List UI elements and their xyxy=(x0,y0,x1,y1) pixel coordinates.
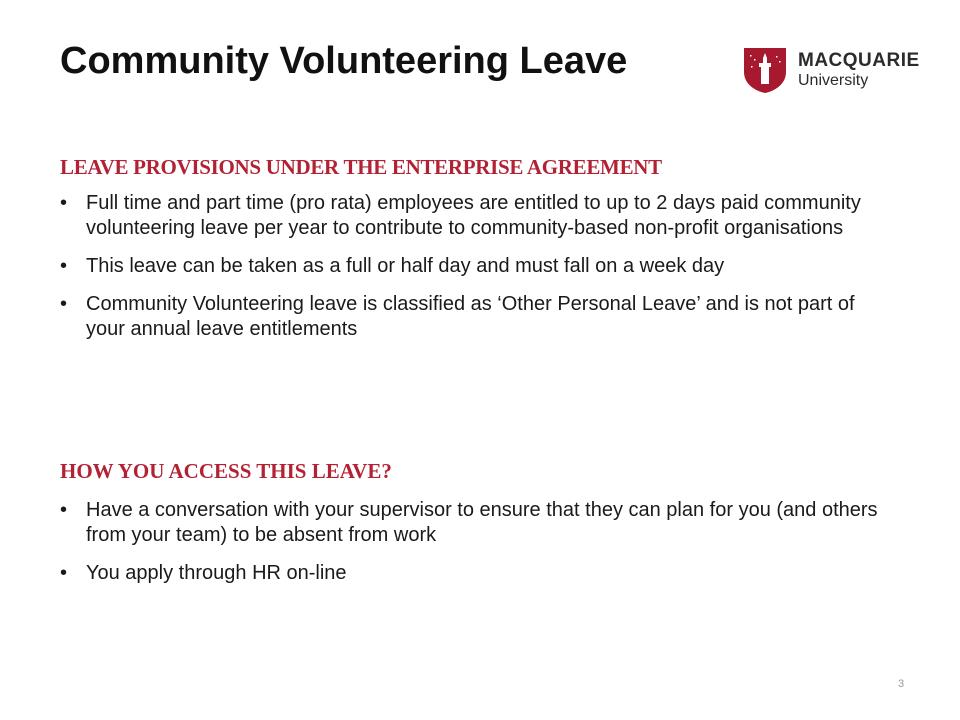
list-item-text: This leave can be taken as a full or half day and must fall on a week day xyxy=(86,255,725,277)
list-item xyxy=(60,254,880,279)
bullet-icon: • xyxy=(60,293,68,315)
slide-title: Community Volunteering Leave xyxy=(60,40,628,82)
leave-provisions-list xyxy=(60,191,880,355)
list-item xyxy=(60,498,880,548)
list-item-text: Full time and part time (pro rata) employees are entitled to up to 2 days paid community volunteering leave per year to contribute to community-based non-profit organisations xyxy=(86,192,861,239)
page-number: 3 xyxy=(898,678,905,690)
logo-name: MACQUARIE xyxy=(798,50,920,71)
list-item xyxy=(60,561,880,586)
university-logo xyxy=(742,46,920,94)
list-item-text: You apply through HR on-line xyxy=(86,562,347,584)
bullet-icon: • xyxy=(60,499,68,521)
bullet-icon: • xyxy=(60,562,68,584)
logo-subname: University xyxy=(798,72,869,89)
bullet-icon: • xyxy=(60,192,68,214)
section-heading-leave-provisions: LEAVE PROVISIONS UNDER THE ENTERPRISE AGREEMENT xyxy=(60,155,662,179)
list-item xyxy=(60,292,880,342)
crest-icon xyxy=(742,46,788,94)
bullet-icon: • xyxy=(60,255,68,277)
list-item-text: Community Volunteering leave is classified as ‘Other Personal Leave’ and is not part of your annual leave entitlements xyxy=(86,293,855,340)
how-to-access-list xyxy=(60,498,880,599)
section-heading-how-to-access: HOW YOU ACCESS THIS LEAVE? xyxy=(60,459,392,483)
list-item xyxy=(60,191,880,241)
list-item-text: Have a conversation with your supervisor to ensure that they can plan for you (and others from your team) to be absent from work xyxy=(86,499,878,546)
